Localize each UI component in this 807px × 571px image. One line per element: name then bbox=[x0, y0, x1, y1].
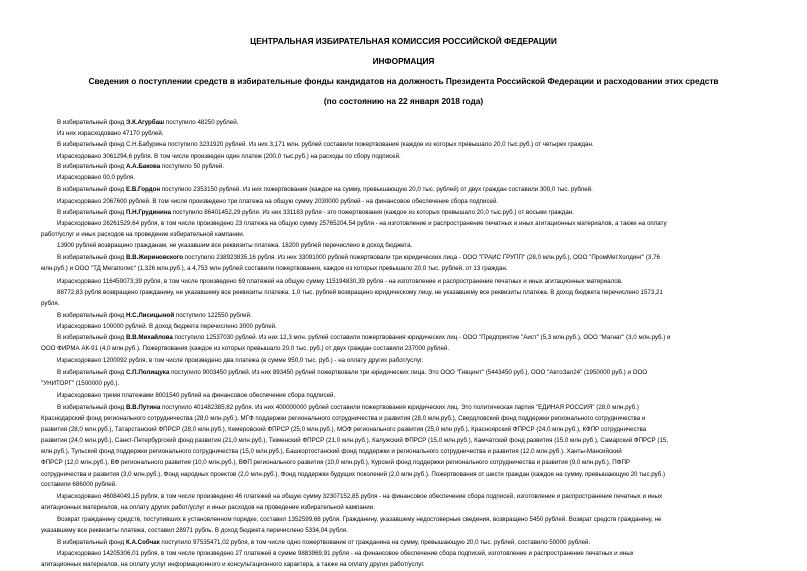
candidate-name: П.Н.Грудинина bbox=[125, 209, 172, 216]
candidate-name: Н.С.Лисицыной bbox=[125, 312, 175, 319]
header-doc-type: ИНФОРМАЦИЯ bbox=[372, 56, 435, 66]
body-line: указавшему все реквизиты платежа, составил 28971 рубль. В доход бюджета перечислено 5334,04 рубля. bbox=[41, 527, 348, 534]
body-line: Израсходовано 14205306,01 рубля, в том числе произведено 27 платежей в сумме 9883969,91 рубля - на финансовое обеспечение сбора подписей, изготовление и распространение печатных и иных bbox=[57, 550, 634, 557]
body-line: В избирательный фонд Э.К.Агурбаш поступило 48250 рублей. bbox=[57, 119, 239, 126]
body-line: сотрудничества и развития (3,0 млн.руб.), Фонд народных проектов (2,0 млн.руб.), Фонд поддержки будущих поколений (2,0 млн.руб.). Пожертвования от шести граждан (каждое на сумму, превышающую 20 тыс.руб.) bbox=[41, 471, 666, 478]
body-line: В избирательный фонд Н.С.Лисицыной поступило 122550 рублей. bbox=[57, 312, 252, 319]
body-line: агитационных материалов, на оплату других работ/услуг и иных расходов на проведение избирательной кампании. bbox=[41, 504, 375, 511]
body-line: В избирательный фонд П.Н.Грудинина поступило 86401452,29 рубля. Из них 331183 рубля - это пожертвования (каждое из которых превышало 20,0 тыс.руб.) от восьми граждан. bbox=[57, 209, 574, 216]
body-line: работ/услуг и иных расходов на проведение избирательной кампании. bbox=[41, 231, 245, 238]
body-line: млн.руб.), Тульский фонд поддержки регионального сотрудничества (15,0 млн.руб.), Башкортостанский фонд поддержки и регионального сотрудничества и развития (12,0 млн.руб.), Ханты-Мансийский bbox=[41, 448, 622, 455]
candidate-name: С.П.Полищука bbox=[125, 369, 170, 376]
body-line: Возврат гражданину средств, поступивших в установленном порядке, составил 1352599,68 рубля. Гражданину, указавшему недостоверные сведения, возвращено 5450 рублей. Возврат средств гражданину, не bbox=[57, 516, 662, 523]
body-line: Из них израсходовано 47170 рублей. bbox=[57, 130, 164, 137]
body-line: рубля. bbox=[41, 300, 60, 307]
body-line: 88772,83 рубля возвращено гражданину, не указавшему все реквизиты платежа. 1,0 тыс. рублей возвращено юридическому лицу, не указавшему все реквизиты платежа. В доход бюджета перечислено 1573,21 bbox=[57, 289, 663, 296]
candidate-name: В.В.Жириновского bbox=[125, 254, 184, 261]
body-line: Израсходовано 26261529,64 рубля, в том числе произведено 23 платежа на общую сумму 25765204,54 рубля - на изготовление и распространение печатных и иных агитационных материалов, а также на оплату bbox=[57, 220, 667, 227]
body-line: Израсходовано 2067600 рублей. В том числе произведено три платежа на общую сумму 2030000 рублей - на финансовое обеспечение сбора подписей. bbox=[57, 198, 499, 205]
body-line: Израсходовано 116459073,39 рубля, в том числе произведено 69 платежей на общую сумму 115194830,39 рубля - на изготовление и распространение печатных и иных агитационных материалов. bbox=[57, 278, 623, 285]
body-line: В избирательный фонд С.П.Полищука поступило 9003450 рублей. Из них 893450 рублей пожертвовали три юридических лица. Это ООО "Гивцинт" (5443450 руб.), ООО "АвтоЗап24" (1950000 руб.) и ООО bbox=[57, 369, 648, 376]
body-line: 13900 рублей возвращено гражданам, не указавшим все реквизиты платежа. 18200 рублей перечислено в доход бюджета. bbox=[57, 242, 413, 249]
body-line: В избирательный фонд Е.В.Гордон поступило 2353150 рублей. Из них пожертвования (каждое на сумму, превышающую 20,0 тыс. рублей) от двух граждан составили 300,0 тыс. рублей. bbox=[57, 186, 593, 193]
header-as-of: (по состоянию на 22 января 2018 года) bbox=[323, 96, 484, 106]
body-line: Израсходовано 3061294,6 рубля. В том числе произведен один платеж (200,0 тыс.руб.) на расходы по сбору подписей. bbox=[57, 153, 401, 160]
body-line: В избирательный фонд В.В.Путина поступило 401482385,82 рубля. Из них 400000000 рублей составили пожертвования юридических лиц. Это политическая партия "ЕДИНАЯ РОССИЯ" (28,0 млн.руб.) bbox=[57, 404, 639, 411]
header-org: ЦЕНТРАЛЬНАЯ ИЗБИРАТЕЛЬНАЯ КОМИССИЯ РОССИЙСКОЙ ФЕДЕРАЦИИ bbox=[250, 36, 557, 46]
body-line: Израсходовано 46084049,15 рубля, в том числе произведено 46 платежей на общую сумму 32307152,85 рубля - на финансовое обеспечение сбора подписей, изготовление и распространение печатных и иных bbox=[57, 493, 663, 500]
candidate-name: А.А.Бакова bbox=[125, 163, 161, 170]
body-line: агитационных материалов, на оплату услуг информационного и консультационного характера, а также на оплату других работ/услуг. bbox=[41, 561, 425, 568]
body-line: составили 686000 рублей. bbox=[41, 481, 117, 488]
body-line: млн.руб.) и ООО "ТД Мегаполис" (1,326 млн.руб.), а 4,753 млн рублей составили пожертвования, каждое из которых превышало 20,0 тыс. рублей, от 13 граждан. bbox=[41, 265, 508, 272]
body-line: В избирательный фонд В.В.Жириновского поступило 238923835,16 рубля. Из них 33091000 рублей пожертвовали три юридических лица - ООО "ГРАЙС ГРУПП" (28,0 млн.руб.), ООО "ПромМетХолдинг" (3,76 bbox=[57, 254, 660, 261]
candidate-name: К.А.Собчак bbox=[125, 539, 160, 546]
candidate-name: Е.В.Гордон bbox=[125, 186, 161, 193]
body-line: В избирательный фонд В.В.Михайлова поступило 12537030 рублей. Из них 12,3 млн. рублей составили пожертвования юридических лиц - ООО "Предприятие "Аист" (5,3 млн.руб.), ООО "Магнат" (3,0 млн.руб.) и bbox=[57, 334, 671, 341]
body-line: развития (24,0 млн.руб.), Санкт-Петербургский фонд развития (21,0 млн.руб.), Тюменский ФПРСР (21,0 млн.руб.), Калужский ФПРСР (15,0 млн.руб.), Камчатский фонд развития (15,0 млн.руб.), Самарский ФПРСР (15, bbox=[41, 437, 669, 444]
body-line: Израсходовано 1200092 рубля, в том числе произведено два платежа (в сумме 950,0 тыс. руб.) - на оплату других работ/услуг. bbox=[57, 357, 424, 364]
candidate-name: Э.К.Агурбаш bbox=[125, 119, 165, 126]
body-line: Израсходовано тремя платежами 8001540 рублей на финансовое обеспечение сбора подписей. bbox=[57, 392, 336, 399]
body-line: ФПРСР (12,0 млн.руб.), ВФ регионального развития (10,0 млн.руб.), ВФП регионального развития (10,0 млн.руб.), Курский фонд поддержки регионального сотрудничества и развития (9,0 млн.руб.), ПФПР bbox=[41, 459, 631, 466]
body-line: Израсходовано 00,0 рубля. bbox=[57, 174, 136, 181]
body-line: В избирательный фонд А.А.Бакова поступило 50 рублей. bbox=[57, 163, 225, 170]
body-line: В избирательный фонд С.Н.Бабурина поступило 3231920 рублей. Из них 3,171 млн. рублей составили пожертвования (каждое из которых превышало 20,0 тыс.руб.) от четырех граждан. bbox=[57, 141, 594, 148]
body-line: ООО ФИРМА АК-91 (4,0 млн.руб.). Пожертвования (каждое из которых превышало 20,0 тыс. руб.) от двух граждан составили 237000 рублей. bbox=[41, 345, 450, 352]
body-line: Краснодарский фонд регионального сотрудничества (28,0 млн.руб.), МГФ поддержки регионального сотрудничества и развития (28,0 млн.руб.), Свердловский фонд поддержки регионального сотрудничества и bbox=[41, 415, 646, 422]
header-title: Сведения о поступлении средств в избирательные фонды кандидатов на должность Президента Российской Федерации и расходовании этих средств bbox=[88, 76, 719, 86]
candidate-name: В.В.Михайлова bbox=[125, 334, 173, 341]
body-line: Израсходовано 100000 рублей. В доход бюджета перечислено 3000 рублей. bbox=[57, 323, 277, 330]
body-line: "УНИТОРГ" (1500000 руб.). bbox=[41, 380, 120, 387]
body-line: развития (28,0 млн.руб.), Татарстанский ФПРСР (28,0 млн.руб.), Кемеровский ФПРСР (25,0 млн.руб.), МОФ регионального развития (25,0 млн руб.), Красноярский ФПРСР (24,0 млн.руб.), КФПР сотрудничества bbox=[41, 426, 647, 433]
candidate-name: В.В.Путина bbox=[125, 404, 161, 411]
body-line: В избирательный фонд К.А.Собчак поступило 97535471,02 рубля, в том числе одно пожертвование от гражданина на сумму, превышающую 20,0 тыс. рублей, составило 50000 рублей. bbox=[57, 539, 591, 546]
